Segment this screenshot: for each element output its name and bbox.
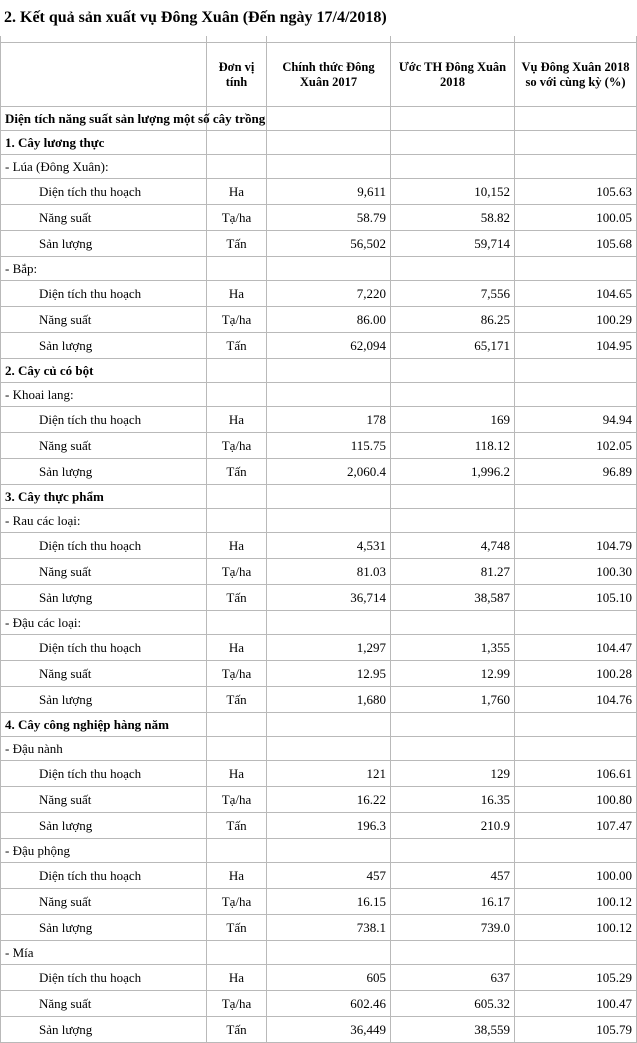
value-percent: 100.12 xyxy=(515,889,637,915)
empty-cell xyxy=(267,131,391,155)
value-2018: 1,355 xyxy=(391,635,515,661)
empty-cell xyxy=(267,839,391,863)
table-row xyxy=(1,889,637,915)
empty-cell xyxy=(391,713,515,737)
section-row xyxy=(1,713,637,737)
table-row xyxy=(1,965,637,991)
value-percent: 100.30 xyxy=(515,559,637,585)
row-label: Sản lượng xyxy=(1,333,207,359)
value-percent: 100.80 xyxy=(515,787,637,813)
value-2018: 7,556 xyxy=(391,281,515,307)
row-label: Năng suất xyxy=(1,205,207,231)
empty-cell xyxy=(391,611,515,635)
empty-cell xyxy=(515,941,637,965)
group-label: - Lúa (Đông Xuân): xyxy=(1,155,207,179)
value-2017: 86.00 xyxy=(267,307,391,333)
empty-cell xyxy=(267,611,391,635)
row-label: Sản lượng xyxy=(1,1017,207,1043)
row-label: Sản lượng xyxy=(1,459,207,485)
empty-cell xyxy=(391,941,515,965)
row-label: Năng suất xyxy=(1,307,207,333)
value-2018: 739.0 xyxy=(391,915,515,941)
row-unit: Tấn xyxy=(207,333,267,359)
section-row xyxy=(1,485,637,509)
section-row xyxy=(1,359,637,383)
value-2018: 457 xyxy=(391,863,515,889)
value-2017: 1,297 xyxy=(267,635,391,661)
value-2018: 58.82 xyxy=(391,205,515,231)
row-label: Diện tích thu hoạch xyxy=(1,407,207,433)
value-percent: 107.47 xyxy=(515,813,637,839)
empty-cell xyxy=(267,485,391,509)
header-name xyxy=(1,43,207,107)
row-label: Năng suất xyxy=(1,889,207,915)
value-2018: 637 xyxy=(391,965,515,991)
value-2018: 12.99 xyxy=(391,661,515,687)
empty-cell xyxy=(515,485,637,509)
value-2017: 16.22 xyxy=(267,787,391,813)
row-label: Diện tích thu hoạch xyxy=(1,965,207,991)
page-title: 2. Kết quả sản xuất vụ Đông Xuân (Đến ngày 17/4/2018) xyxy=(4,9,387,26)
value-percent: 106.61 xyxy=(515,761,637,787)
group-row xyxy=(1,509,637,533)
empty-cell xyxy=(391,359,515,383)
row-label: Sản lượng xyxy=(1,231,207,257)
table-row xyxy=(1,787,637,813)
empty-cell xyxy=(515,155,637,179)
value-2018: 86.25 xyxy=(391,307,515,333)
empty-cell xyxy=(267,383,391,407)
value-2017: 115.75 xyxy=(267,433,391,459)
value-2018: 59,714 xyxy=(391,231,515,257)
section-row xyxy=(1,107,637,131)
table-row xyxy=(1,585,637,611)
empty-cell xyxy=(267,155,391,179)
value-percent: 105.79 xyxy=(515,1017,637,1043)
value-2018: 81.27 xyxy=(391,559,515,585)
row-label: Năng suất xyxy=(1,787,207,813)
group-label: - Đậu nành xyxy=(1,737,207,761)
row-unit: Tạ/ha xyxy=(207,661,267,687)
empty-cell xyxy=(391,509,515,533)
row-unit: Tạ/ha xyxy=(207,205,267,231)
value-2017: 2,060.4 xyxy=(267,459,391,485)
header-percent: Vụ Đông Xuân 2018 so với cùng kỳ (%) xyxy=(515,43,637,107)
value-2018: 169 xyxy=(391,407,515,433)
empty-cell xyxy=(391,257,515,281)
empty-cell xyxy=(515,383,637,407)
table-row xyxy=(1,915,637,941)
empty-cell xyxy=(267,737,391,761)
value-percent: 100.05 xyxy=(515,205,637,231)
empty-cell xyxy=(207,257,267,281)
table-row xyxy=(1,205,637,231)
section-label: 2. Cây củ có bột xyxy=(1,359,207,383)
table-row xyxy=(1,635,637,661)
row-unit: Ha xyxy=(207,863,267,889)
value-2017: 9,611 xyxy=(267,179,391,205)
value-2017: 62,094 xyxy=(267,333,391,359)
group-label: - Đậu phộng xyxy=(1,839,207,863)
value-2017: 457 xyxy=(267,863,391,889)
group-label: - Mía xyxy=(1,941,207,965)
row-label: Diện tích thu hoạch xyxy=(1,761,207,787)
table-header-row xyxy=(1,43,637,107)
value-2018: 129 xyxy=(391,761,515,787)
empty-cell xyxy=(391,839,515,863)
empty-cell xyxy=(267,257,391,281)
row-unit: Ha xyxy=(207,281,267,307)
row-unit: Tạ/ha xyxy=(207,991,267,1017)
empty-cell xyxy=(391,107,515,131)
value-percent: 100.47 xyxy=(515,991,637,1017)
row-label: Sản lượng xyxy=(1,915,207,941)
table-body xyxy=(1,107,637,1043)
empty-cell xyxy=(267,509,391,533)
production-table xyxy=(0,36,637,1043)
empty-cell xyxy=(207,839,267,863)
empty-cell xyxy=(391,485,515,509)
empty-cell xyxy=(207,713,267,737)
table-row xyxy=(1,459,637,485)
empty-cell xyxy=(207,131,267,155)
value-2017: 4,531 xyxy=(267,533,391,559)
table-row xyxy=(1,231,637,257)
empty-cell xyxy=(515,509,637,533)
value-2017: 36,714 xyxy=(267,585,391,611)
group-label: - Đậu các loại: xyxy=(1,611,207,635)
row-label: Năng suất xyxy=(1,991,207,1017)
value-percent: 94.94 xyxy=(515,407,637,433)
table-row xyxy=(1,1017,637,1043)
empty-cell xyxy=(207,485,267,509)
row-unit: Tấn xyxy=(207,459,267,485)
value-2018: 4,748 xyxy=(391,533,515,559)
table-row xyxy=(1,687,637,713)
row-label: Năng suất xyxy=(1,661,207,687)
table-row xyxy=(1,761,637,787)
value-2018: 605.32 xyxy=(391,991,515,1017)
table-row xyxy=(1,813,637,839)
row-unit: Tấn xyxy=(207,231,267,257)
empty-cell xyxy=(391,131,515,155)
table-row xyxy=(1,333,637,359)
row-label: Sản lượng xyxy=(1,585,207,611)
row-label: Sản lượng xyxy=(1,687,207,713)
row-label: Sản lượng xyxy=(1,813,207,839)
group-row xyxy=(1,839,637,863)
row-unit: Tấn xyxy=(207,1017,267,1043)
value-percent: 100.28 xyxy=(515,661,637,687)
section-label: 1. Cây lương thực xyxy=(1,131,207,155)
value-2018: 16.17 xyxy=(391,889,515,915)
value-2017: 56,502 xyxy=(267,231,391,257)
value-2018: 210.9 xyxy=(391,813,515,839)
group-row xyxy=(1,737,637,761)
row-unit: Ha xyxy=(207,965,267,991)
row-label: Năng suất xyxy=(1,433,207,459)
value-2018: 38,587 xyxy=(391,585,515,611)
value-percent: 104.76 xyxy=(515,687,637,713)
empty-cell xyxy=(207,941,267,965)
value-2018: 1,760 xyxy=(391,687,515,713)
value-2017: 605 xyxy=(267,965,391,991)
header-2017: Chính thức Đông Xuân 2017 xyxy=(267,43,391,107)
value-percent: 100.29 xyxy=(515,307,637,333)
value-2017: 58.79 xyxy=(267,205,391,231)
value-2017: 178 xyxy=(267,407,391,433)
value-percent: 100.12 xyxy=(515,915,637,941)
row-unit: Tạ/ha xyxy=(207,433,267,459)
group-row xyxy=(1,155,637,179)
empty-cell xyxy=(207,737,267,761)
section-label: Diện tích năng suất sản lượng một số cây trồng xyxy=(1,107,207,131)
value-percent: 105.68 xyxy=(515,231,637,257)
row-unit: Ha xyxy=(207,407,267,433)
group-label: - Bắp: xyxy=(1,257,207,281)
row-unit: Tấn xyxy=(207,687,267,713)
table-row xyxy=(1,559,637,585)
row-unit: Tấn xyxy=(207,813,267,839)
row-unit: Tạ/ha xyxy=(207,307,267,333)
table-row xyxy=(1,407,637,433)
group-row xyxy=(1,941,637,965)
empty-cell xyxy=(207,359,267,383)
section-row xyxy=(1,131,637,155)
value-2017: 81.03 xyxy=(267,559,391,585)
group-row xyxy=(1,611,637,635)
empty-cell xyxy=(515,359,637,383)
empty-cell xyxy=(267,359,391,383)
row-unit: Ha xyxy=(207,533,267,559)
group-row xyxy=(1,383,637,407)
empty-cell xyxy=(391,383,515,407)
row-unit: Ha xyxy=(207,179,267,205)
row-unit: Tạ/ha xyxy=(207,889,267,915)
value-percent: 105.63 xyxy=(515,179,637,205)
header-2018: Ước TH Đông Xuân 2018 xyxy=(391,43,515,107)
row-label: Diện tích thu hoạch xyxy=(1,179,207,205)
value-percent: 102.05 xyxy=(515,433,637,459)
row-label: Diện tích thu hoạch xyxy=(1,863,207,889)
value-2018: 118.12 xyxy=(391,433,515,459)
table-row xyxy=(1,179,637,205)
value-2018: 1,996.2 xyxy=(391,459,515,485)
table-row xyxy=(1,281,637,307)
row-label: Diện tích thu hoạch xyxy=(1,533,207,559)
table-row xyxy=(1,991,637,1017)
row-unit: Tạ/ha xyxy=(207,559,267,585)
empty-cell xyxy=(207,155,267,179)
row-unit: Tấn xyxy=(207,585,267,611)
value-percent: 104.47 xyxy=(515,635,637,661)
empty-cell xyxy=(267,107,391,131)
section-label: 3. Cây thực phẩm xyxy=(1,485,207,509)
value-2018: 16.35 xyxy=(391,787,515,813)
value-2017: 12.95 xyxy=(267,661,391,687)
empty-cell xyxy=(267,713,391,737)
empty-cell xyxy=(391,155,515,179)
value-percent: 104.65 xyxy=(515,281,637,307)
empty-cell xyxy=(207,509,267,533)
value-2017: 1,680 xyxy=(267,687,391,713)
value-percent: 105.10 xyxy=(515,585,637,611)
empty-cell xyxy=(515,107,637,131)
section-label: 4. Cây công nghiệp hàng năm xyxy=(1,713,207,737)
row-unit: Tạ/ha xyxy=(207,787,267,813)
empty-cell xyxy=(515,131,637,155)
table-row xyxy=(1,433,637,459)
row-label: Diện tích thu hoạch xyxy=(1,635,207,661)
empty-cell xyxy=(391,737,515,761)
value-2018: 38,559 xyxy=(391,1017,515,1043)
table-row xyxy=(1,533,637,559)
value-percent: 105.29 xyxy=(515,965,637,991)
header-unit: Đơn vị tính xyxy=(207,43,267,107)
empty-cell xyxy=(207,383,267,407)
value-2017: 7,220 xyxy=(267,281,391,307)
row-unit: Ha xyxy=(207,761,267,787)
value-2017: 16.15 xyxy=(267,889,391,915)
group-label: - Rau các loại: xyxy=(1,509,207,533)
value-percent: 96.89 xyxy=(515,459,637,485)
empty-cell xyxy=(515,839,637,863)
group-label: - Khoai lang: xyxy=(1,383,207,407)
row-unit: Ha xyxy=(207,635,267,661)
value-percent: 104.79 xyxy=(515,533,637,559)
table-row xyxy=(1,661,637,687)
table-row xyxy=(1,307,637,333)
value-percent: 100.00 xyxy=(515,863,637,889)
value-2018: 10,152 xyxy=(391,179,515,205)
value-percent: 104.95 xyxy=(515,333,637,359)
empty-cell xyxy=(207,611,267,635)
group-row xyxy=(1,257,637,281)
row-unit: Tấn xyxy=(207,915,267,941)
value-2017: 602.46 xyxy=(267,991,391,1017)
empty-cell xyxy=(267,941,391,965)
empty-cell xyxy=(515,257,637,281)
empty-cell xyxy=(515,611,637,635)
value-2018: 65,171 xyxy=(391,333,515,359)
value-2017: 121 xyxy=(267,761,391,787)
value-2017: 196.3 xyxy=(267,813,391,839)
value-2017: 738.1 xyxy=(267,915,391,941)
empty-cell xyxy=(515,737,637,761)
row-label: Diện tích thu hoạch xyxy=(1,281,207,307)
row-label: Năng suất xyxy=(1,559,207,585)
empty-cell xyxy=(515,713,637,737)
table-row xyxy=(1,863,637,889)
value-2017: 36,449 xyxy=(267,1017,391,1043)
